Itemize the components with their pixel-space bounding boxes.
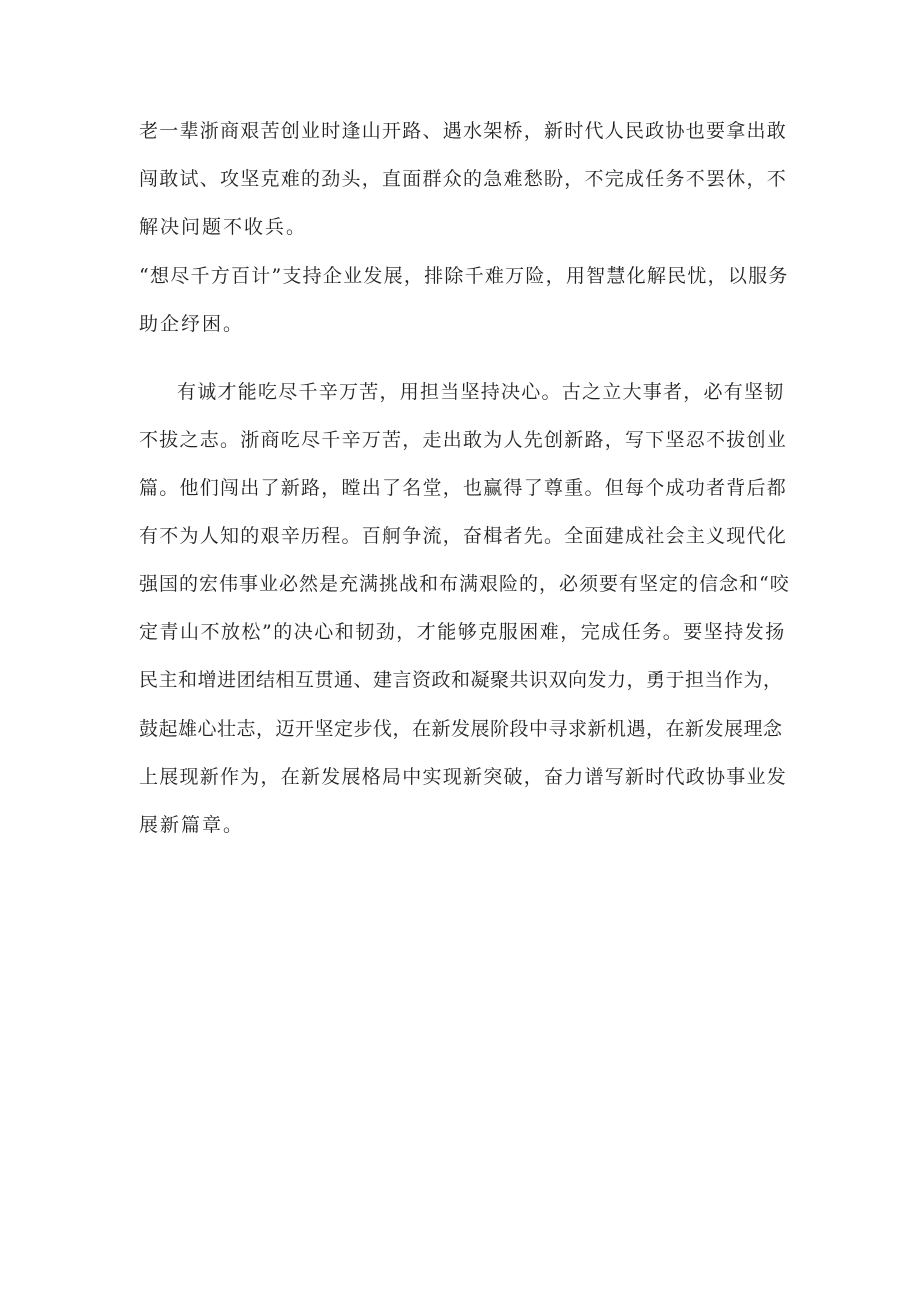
text-line: “想尽千方百计”支持企业发展，排除千难万险，用智慧化解民忧，以服务 [139,265,789,287]
text-line: 展新篇章。 [139,814,245,836]
text-line: 老一辈浙商艰苦创业时逢山开路、遇水架桥，新时代人民政协也要拿出敢 [139,120,788,142]
text-line: 助企纾困。 [139,313,245,335]
text-line: 上展现新作为，在新发展格局中实现新突破，奋力谱写新时代政协事业发 [139,766,788,788]
text-line: 闯敢试、攻坚克难的劲头，直面群众的急难愁盼，不完成任务不罢休，不 [139,168,788,190]
text-line: 篇。他们闯出了新路，瞠出了名堂，也赢得了尊重。但每个成功者背后都 [139,477,788,499]
text-line: 解决问题不收兵。 [139,216,308,238]
text-line: 有不为人知的艰辛历程。百舸争流，奋楫者先。全面建成社会主义现代化 [139,525,788,547]
text-line: 强国的宏伟事业必然是充满挑战和布满艰险的，必须要有坚定的信念和“咬 [139,573,790,595]
paragraph-first-line: 有诚才能吃尽千辛万苦，用担当坚持决心。古之立大事者，必有坚韧 [177,381,785,403]
text-line: 鼓起雄心壮志，迈开坚定步伐，在新发展阶段中寻求新机遇，在新发展理念 [139,718,783,740]
text-line: 不拔之志。浙商吃尽千辛万苦，走出敢为人先创新路，写下坚忍不拔创业 [139,429,788,451]
text-line: 定青山不放松”的决心和韧劲，才能够克服困难，完成任务。要坚持发扬 [139,621,786,643]
text-line: 民主和增进团结相互贯通、建言资政和凝聚共识双向发力，勇于担当作为， [139,669,783,691]
